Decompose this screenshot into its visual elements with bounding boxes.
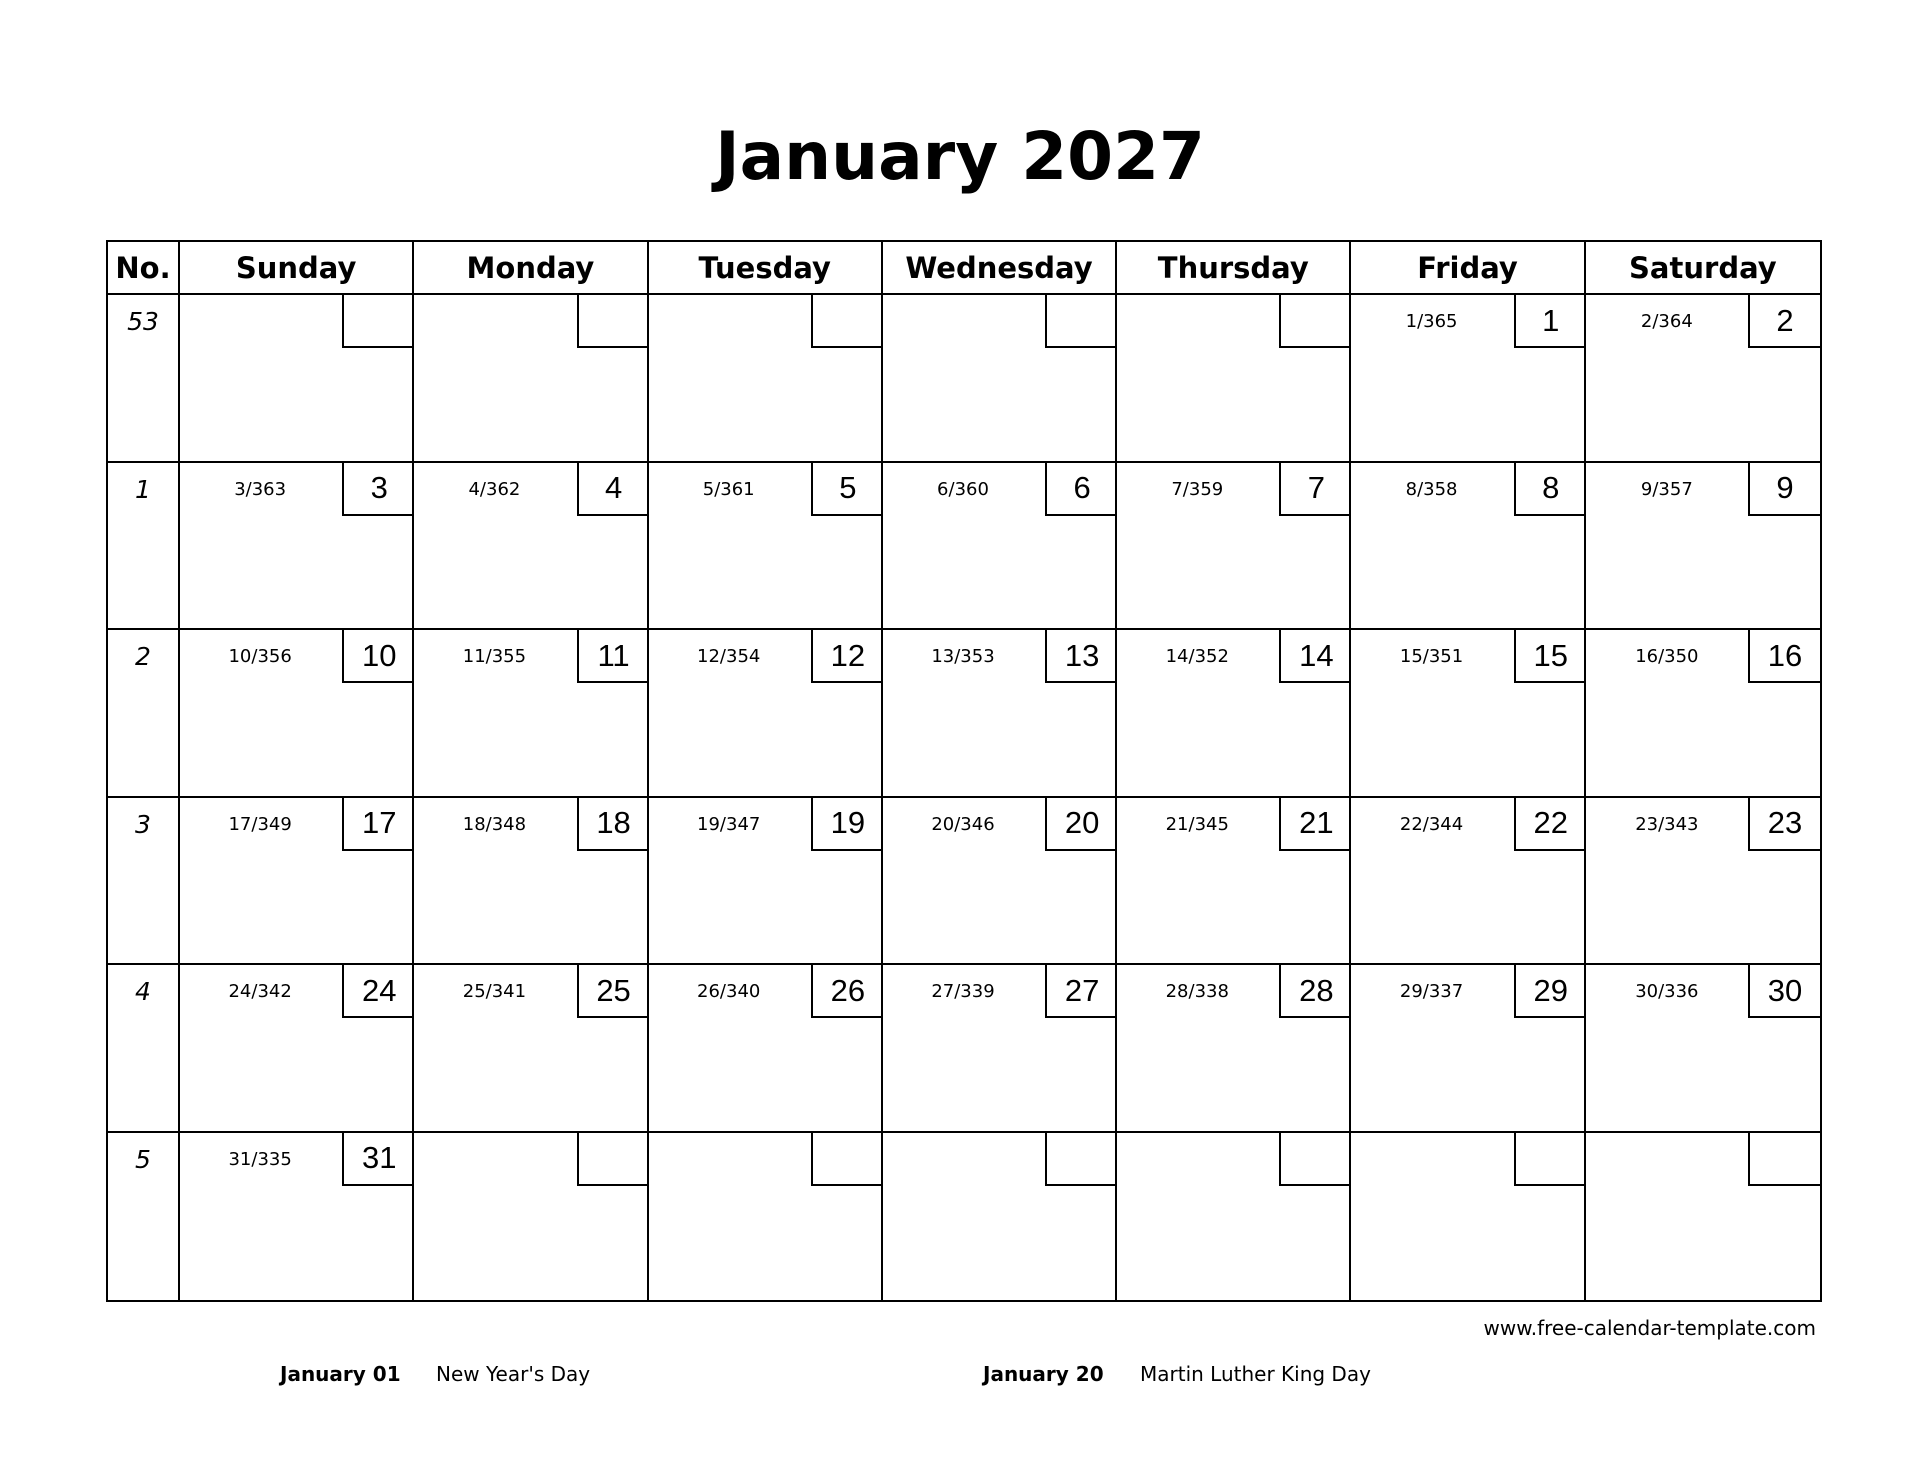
day-header-thursday: Thursday <box>1117 242 1351 295</box>
page-title: January 2027 <box>715 118 1205 195</box>
week-number <box>108 630 180 798</box>
day-cell <box>1586 463 1820 631</box>
day-header-friday: Friday <box>1351 242 1585 295</box>
holiday-date: January 20 <box>983 1362 1104 1386</box>
day-number: 16 <box>1748 630 1820 683</box>
day-number: 22 <box>1514 798 1586 851</box>
day-cell <box>883 295 1117 463</box>
day-number: 5 <box>811 463 883 516</box>
day-of-year-label: 13/353 <box>931 646 995 667</box>
week-number-label: 3 <box>135 809 151 839</box>
day-of-year-label: 25/341 <box>462 981 527 1002</box>
day-cell <box>1586 630 1820 798</box>
day-cell <box>1586 295 1820 463</box>
day-cell <box>1351 463 1585 631</box>
day-number: 17 <box>342 798 414 851</box>
day-of-year-label: 16/350 <box>1635 646 1699 667</box>
day-number: 26 <box>811 965 883 1018</box>
day-of-year-label: 9/357 <box>1640 478 1693 500</box>
day-of-year-label: 21/345 <box>1165 813 1229 835</box>
day-of-year-label: 7/359 <box>1171 478 1224 500</box>
day-cell <box>180 295 414 463</box>
week-number <box>108 1133 180 1301</box>
day-cell <box>1586 798 1820 966</box>
day-cell <box>180 965 414 1133</box>
day-number <box>577 295 649 348</box>
day-number: 25 <box>577 965 649 1018</box>
day-of-year-label: 19/347 <box>697 813 761 835</box>
day-number: 27 <box>1045 965 1117 1018</box>
day-of-year-label: 30/336 <box>1635 981 1699 1002</box>
holiday-name: Martin Luther King Day <box>1140 1362 1371 1386</box>
day-number: 11 <box>577 630 649 683</box>
day-number: 1 <box>1514 295 1586 348</box>
day-cell <box>1117 798 1351 966</box>
day-number <box>1279 1133 1351 1186</box>
day-cell <box>414 295 648 463</box>
week-number-label: 53 <box>127 307 159 336</box>
day-number: 3 <box>342 463 414 516</box>
day-of-year-label: 15/351 <box>1399 646 1464 667</box>
day-of-year-label: 23/343 <box>1635 813 1699 835</box>
day-number <box>1045 295 1117 348</box>
day-cell <box>414 798 648 966</box>
day-number: 24 <box>342 965 414 1018</box>
day-number: 12 <box>811 630 883 683</box>
day-cell <box>1586 1133 1820 1301</box>
day-cell <box>180 463 414 631</box>
day-number <box>1045 1133 1117 1186</box>
holiday-name: New Year's Day <box>436 1362 591 1386</box>
day-number: 6 <box>1045 463 1117 516</box>
day-of-year-label: 2/364 <box>1640 311 1693 332</box>
day-number: 2 <box>1748 295 1820 348</box>
day-cell <box>649 295 883 463</box>
day-header-sunday: Sunday <box>180 242 414 295</box>
day-header-saturday: Saturday <box>1586 242 1820 295</box>
week-number-label: 5 <box>135 1144 151 1174</box>
day-number: 30 <box>1748 965 1820 1018</box>
day-number: 31 <box>342 1133 414 1186</box>
day-cell <box>1117 295 1351 463</box>
day-of-year-label: 8/358 <box>1405 478 1458 500</box>
day-cell <box>649 630 883 798</box>
day-cell <box>649 1133 883 1301</box>
day-cell <box>414 630 648 798</box>
day-number: 10 <box>342 630 414 683</box>
day-of-year-label: 4/362 <box>468 478 521 500</box>
day-cell <box>180 1133 414 1301</box>
day-cell <box>414 1133 648 1301</box>
week-number <box>108 463 180 631</box>
day-of-year-label: 14/352 <box>1165 646 1229 667</box>
day-of-year-label: 22/344 <box>1399 813 1464 835</box>
day-number: 4 <box>577 463 649 516</box>
day-cell <box>883 965 1117 1133</box>
day-of-year-label: 5/361 <box>702 478 755 500</box>
day-of-year-label: 26/340 <box>697 981 761 1002</box>
day-cell <box>883 1133 1117 1301</box>
day-of-year-label: 17/349 <box>228 813 292 835</box>
day-of-year-label: 6/360 <box>937 478 989 500</box>
day-number <box>1514 1133 1586 1186</box>
day-of-year-label: 3/363 <box>234 478 287 500</box>
day-of-year-label: 24/342 <box>228 981 292 1002</box>
day-number: 28 <box>1279 965 1351 1018</box>
day-number: 18 <box>577 798 649 851</box>
day-cell <box>414 463 648 631</box>
day-number: 8 <box>1514 463 1586 516</box>
day-number <box>577 1133 649 1186</box>
day-number: 15 <box>1514 630 1586 683</box>
day-number: 19 <box>811 798 883 851</box>
day-number: 13 <box>1045 630 1117 683</box>
day-cell <box>649 463 883 631</box>
day-cell <box>180 630 414 798</box>
week-number <box>108 295 180 463</box>
day-cell <box>1117 1133 1351 1301</box>
day-number: 23 <box>1748 798 1820 851</box>
day-cell <box>1586 965 1820 1133</box>
day-number: 14 <box>1279 630 1351 683</box>
day-number: 9 <box>1748 463 1820 516</box>
day-number <box>1279 295 1351 348</box>
week-number-label: 1 <box>135 474 151 504</box>
day-number: 21 <box>1279 798 1351 851</box>
day-header-wednesday: Wednesday <box>883 242 1117 295</box>
week-number <box>108 965 180 1133</box>
day-of-year-label: 27/339 <box>931 981 995 1002</box>
day-cell <box>1351 295 1585 463</box>
day-cell <box>180 798 414 966</box>
day-of-year-label: 10/356 <box>228 646 292 667</box>
day-cell <box>1351 630 1585 798</box>
day-number <box>342 295 414 348</box>
day-header-tuesday: Tuesday <box>649 242 883 295</box>
week-number-label: 2 <box>135 642 151 671</box>
calendar-grid <box>106 240 1822 1302</box>
day-cell <box>649 798 883 966</box>
website-url: www.free-calendar-template.com <box>1483 1316 1816 1340</box>
day-number: 29 <box>1514 965 1586 1018</box>
day-header-monday: Monday <box>414 242 648 295</box>
day-number <box>811 1133 883 1186</box>
day-cell <box>883 630 1117 798</box>
day-cell <box>1117 463 1351 631</box>
day-of-year-label: 11/355 <box>462 646 527 667</box>
week-number-header: No. <box>108 242 180 295</box>
week-number-label: 4 <box>135 977 151 1006</box>
week-number <box>108 798 180 966</box>
day-cell <box>1351 798 1585 966</box>
day-of-year-label: 29/337 <box>1399 981 1464 1002</box>
day-number: 20 <box>1045 798 1117 851</box>
day-cell <box>883 798 1117 966</box>
day-cell <box>1351 1133 1585 1301</box>
day-cell <box>883 463 1117 631</box>
day-cell <box>414 965 648 1133</box>
day-cell <box>1351 965 1585 1133</box>
day-of-year-label: 12/354 <box>697 646 761 667</box>
day-of-year-label: 31/335 <box>228 1148 292 1170</box>
day-number: 7 <box>1279 463 1351 516</box>
day-cell <box>1117 965 1351 1133</box>
day-of-year-label: 20/346 <box>931 813 995 835</box>
day-of-year-label: 28/338 <box>1165 981 1229 1002</box>
day-number <box>811 295 883 348</box>
day-of-year-label: 18/348 <box>462 813 527 835</box>
day-number <box>1748 1133 1820 1186</box>
day-cell <box>649 965 883 1133</box>
day-of-year-label: 1/365 <box>1405 311 1458 332</box>
holiday-date: January 01 <box>280 1362 401 1386</box>
day-cell <box>1117 630 1351 798</box>
